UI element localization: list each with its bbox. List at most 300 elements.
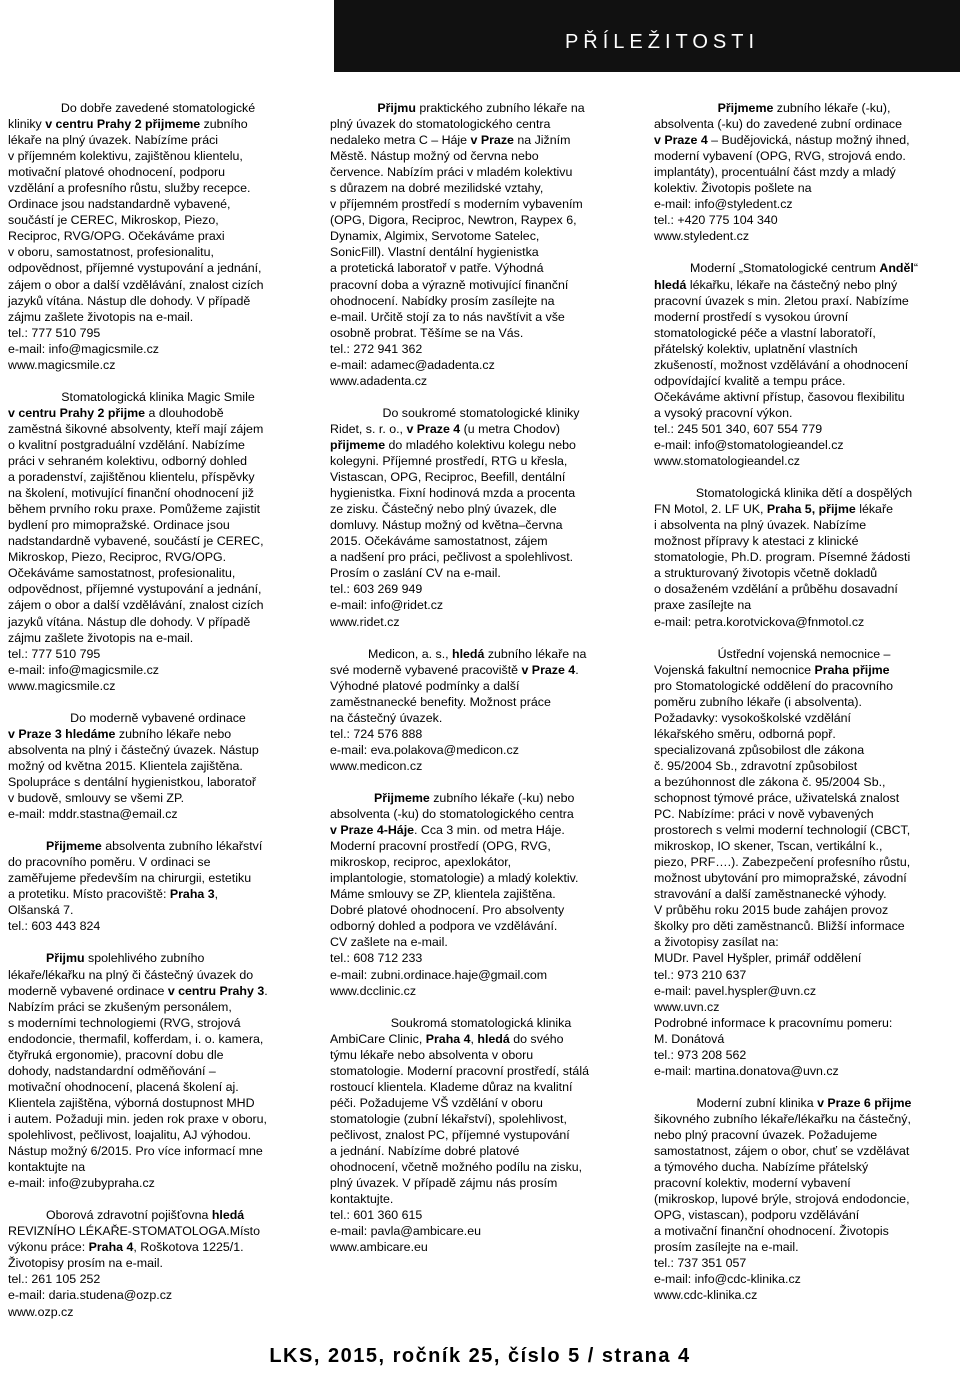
ad-line (654, 180, 954, 196)
ad-line (330, 934, 632, 950)
ad-text: e-mail: pavel.hyspler@uvn.cz (654, 983, 817, 998)
ad-text: www.medicon.cz (330, 758, 423, 773)
ad-text: jazyků vítána. Nástup dle dohody. V případě (8, 614, 251, 629)
ad-line (330, 758, 632, 774)
ad-line (654, 405, 954, 421)
ad-line (8, 1127, 308, 1143)
ad-text: zubního lékaře (-ku), (773, 101, 891, 115)
ad-line (654, 967, 954, 983)
ad-text: šikovného zubního lékaře/lékařku na částečný, (654, 1111, 911, 1126)
ad-line (654, 341, 954, 357)
ad-text: e-mail: zubni.ordinace.haje@gmail.com (330, 967, 548, 982)
ad-line (330, 116, 632, 132)
ad-line (330, 902, 632, 918)
ad-text: kontaktujte na (8, 1160, 86, 1175)
ad-line (330, 822, 632, 838)
ad-line (330, 437, 632, 453)
ad-text-bold: hledá (211, 1208, 245, 1223)
ad-line (654, 1255, 954, 1271)
ad-text: a motivační finanční ohodnocení. Životopis (654, 1224, 889, 1239)
ad-line (330, 1047, 632, 1063)
ad-text: “ (913, 261, 918, 276)
classified-ad (654, 260, 954, 469)
ad-text: e-mail: adamec@adadenta.cz (330, 357, 495, 372)
ad-text: na částečný úvazek. (330, 710, 443, 725)
ad-text: Podrobné informace k pracovnímu pomeru: (654, 1015, 893, 1030)
ad-line (8, 389, 308, 405)
ad-line (8, 790, 308, 806)
ad-text: tel.: 973 208 562 (654, 1047, 747, 1062)
ad-text: PC. Nabízíme: práci v nově vybavených (654, 807, 874, 822)
ad-line (330, 854, 632, 870)
ad-line (8, 421, 308, 437)
ad-text: zkušeností, možnost vzdělávání a ohodnocení (654, 357, 909, 372)
ad-line (654, 1015, 954, 1031)
ad-text: moderní vybavení (OPG, RVG, strojová endo. (654, 149, 906, 164)
ad-line (8, 742, 308, 758)
ad-text: absolventa (-ku) do stomatologického centra (330, 807, 574, 822)
classified-ad (8, 838, 308, 934)
ad-line (8, 614, 308, 630)
ad-text: do pracovního poměru. V ordinaci se (8, 855, 211, 870)
ad-text: Moderní zubní klinika (696, 1095, 818, 1110)
ad-text: www.adadenta.cz (330, 373, 428, 388)
ad-text: a bezúhonnost dle zákona č. 95/2004 Sb., (654, 774, 886, 789)
ad-line (8, 132, 308, 148)
ad-text: Požadavky: vysokoškolské vzdělání (654, 710, 851, 725)
ad-line (330, 950, 632, 966)
ad-text: . (264, 983, 268, 998)
ad-line (654, 886, 954, 902)
ad-text: e-mail: info@styledent.cz (654, 197, 793, 212)
ad-line (8, 1255, 308, 1271)
ad-text: kliniky (8, 117, 46, 132)
ad-line (654, 902, 954, 918)
ad-text: Do soukromé stomatologické kliniky (382, 405, 580, 420)
ad-text: kolegyni. Příjemné prostředí, RTG u křesla, (330, 454, 568, 469)
ad-line (8, 1111, 308, 1127)
ad-line (330, 1175, 632, 1191)
ad-text-bold: Přijmeme (46, 839, 102, 854)
ad-text: možnost přípravy k atestaci z klinické (654, 534, 859, 549)
ad-line (330, 309, 632, 325)
ad-text-bold: v centru Prahy 3 (167, 983, 265, 998)
ad-text: Olšanská 7. (8, 903, 74, 918)
ad-line (8, 148, 308, 164)
ad-line (8, 630, 308, 646)
ad-line (8, 806, 308, 822)
ad-line (8, 1175, 308, 1191)
ad-text: Vistascan, OPG, Reciproc, Beefill, dentální (330, 470, 566, 485)
ad-line (654, 870, 954, 886)
ad-line (330, 597, 632, 613)
ad-text: rostoucí klientela. Klademe důraz na kvalitní (330, 1079, 573, 1094)
ad-line (654, 1127, 954, 1143)
ad-text-bold: v Praze 4 (406, 421, 461, 436)
ad-text: www.styledent.cz (654, 229, 750, 244)
ad-text: e-mail: martina.donatova@uvn.cz (654, 1063, 839, 1078)
ad-line (654, 726, 954, 742)
ad-line (654, 1223, 954, 1239)
ad-text-bold: Praha 4 (425, 1031, 471, 1046)
ad-line (654, 1111, 954, 1127)
ad-line (8, 983, 308, 999)
column-right (654, 100, 954, 1304)
ad-text: s důrazem na dobré mezilidské vztahy, (330, 181, 544, 196)
ad-text: CV zašlete na e-mail. (330, 935, 448, 950)
ad-text: Očekáváme aktivní přístup, časovou flexibilitu (654, 389, 905, 404)
ad-line (8, 244, 308, 260)
ad-text: o kvalitní postgraduální vzdělání. Nabízíme (8, 437, 245, 452)
ad-line (654, 357, 954, 373)
ad-line (654, 1031, 954, 1047)
ad-text: Dynamix, Algimix, Servotome Satelec, (330, 229, 540, 244)
ad-line (8, 180, 308, 196)
ad-text: zubního lékaře nebo (115, 726, 232, 741)
ad-line (8, 453, 308, 469)
ad-line (654, 1207, 954, 1223)
ad-text: 2015. Očekáváme samostatnost, zájem (330, 534, 548, 549)
classified-ad (8, 950, 308, 1191)
ad-line (654, 373, 954, 389)
ad-text: Městě. Nástup možný od června nebo (330, 149, 539, 164)
ad-text: tel.: 777 510 795 (8, 325, 101, 340)
ad-line (330, 228, 632, 244)
ad-text: tel.: 724 576 888 (330, 726, 423, 741)
ad-line (654, 1063, 954, 1079)
ad-text: poměru zubního lékaře (i absolventa). (654, 694, 863, 709)
ad-text: tel.: 973 210 637 (654, 967, 747, 982)
ad-text: Vojenská fakultní nemocnice (654, 662, 815, 677)
ad-text: zaměstná šikovné absolventy, kteří mají zájem (8, 421, 264, 436)
ad-text: Moderní „Stomatologické centrum (690, 261, 880, 276)
ad-text: absolventa zubního lékařství (101, 839, 263, 854)
ad-line (654, 421, 954, 437)
ad-line (654, 597, 954, 613)
ad-line (654, 614, 954, 630)
ad-text: , (214, 887, 219, 902)
ad-line (330, 678, 632, 694)
ad-text: července. Nabízím práci v mladém kolektivu (330, 165, 573, 180)
ad-text: odpovědnost, příjemné vystupování a jednání, (8, 582, 262, 597)
ad-text: plný úvazek. V případě zájmu nás prosím (330, 1176, 558, 1191)
ad-text-bold: v Praze 3 hledáme (8, 726, 116, 741)
ad-line (8, 918, 308, 934)
ad-line (8, 838, 308, 854)
ad-text: zájem o obor a další vzdělávání, znalost cizích (8, 598, 264, 613)
ad-line (654, 501, 954, 517)
ad-text: REVIZNÍHO LÉKAŘE-STOMATOLOGA. (8, 1224, 230, 1239)
ad-text: pracovní úvazek s min. 2letou praxí. Nabízíme (654, 293, 909, 308)
ad-text: Místo (229, 1224, 260, 1239)
ad-line (330, 662, 632, 678)
ad-text: během prvního roku praxe. Pomůžeme zajistit (8, 502, 261, 517)
ad-text: www.dcclinic.cz (330, 983, 417, 998)
ad-text: zubního lékaře (-ku) nebo (429, 791, 575, 806)
ad-text: Máme smlouvy se ZP, klientela zajištěna. (330, 887, 556, 902)
ad-text: praktického zubního lékaře na (415, 101, 585, 115)
ad-text-bold: Praha 5, přijme (766, 502, 856, 517)
ad-text: e-mail: petra.korotvickova@fnmotol.cz (654, 614, 865, 629)
ad-line (8, 758, 308, 774)
ad-line (654, 1239, 954, 1255)
header-banner (334, 0, 960, 72)
ad-line (330, 710, 632, 726)
ad-line (8, 581, 308, 597)
ad-line (330, 1111, 632, 1127)
ad-text: a poradenství, zajištěnou klientelu, příspěvky (8, 470, 255, 485)
ad-line (654, 694, 954, 710)
ad-line (654, 437, 954, 453)
ad-text: zájem o obor a další vzdělávání, znalost cizích (8, 277, 264, 292)
ad-line (330, 148, 632, 164)
ad-line (330, 421, 632, 437)
ad-text-bold: v centru Prahy 2 přijme (8, 405, 146, 420)
ad-text: tel.: 603 269 949 (330, 582, 423, 597)
ad-text: OPG, vistascan), podporu vzdělávání (654, 1208, 860, 1223)
ad-line (330, 742, 632, 758)
ad-text: tel.: 608 712 233 (330, 951, 423, 966)
ad-text: (OPG, Digora, Reciproc, Newtron, Raypex 6, (330, 213, 577, 228)
ad-text-bold: Anděl (879, 261, 914, 276)
ad-text: www.ambicare.eu (330, 1240, 428, 1255)
ad-text: – Budějovická, nástup možný ihned, (707, 133, 910, 148)
ad-line (8, 678, 308, 694)
ad-text: součástí je CEREC, Mikroskop, Piezo, (8, 213, 219, 228)
ad-text: Dobré platové ohodnocení. Pro absolventy (330, 903, 565, 918)
classified-ad (8, 389, 308, 694)
ad-line (330, 212, 632, 228)
ad-line (654, 325, 954, 341)
ad-text: AmbiCare Clinic, (330, 1031, 426, 1046)
ad-line (654, 854, 954, 870)
ad-text: odpovídající kvalitě a tempu práce. (654, 373, 846, 388)
ad-text: a nadšení pro práci, pečlivost a spolehlivost. (330, 550, 574, 565)
ad-line (330, 244, 632, 260)
ad-text: stravování a další zaměstnanecké výhody. (654, 887, 887, 902)
ad-line (330, 838, 632, 854)
ad-line (330, 196, 632, 212)
ad-text: absolventa na plný i částečný úvazek. Nástup (8, 742, 259, 757)
ad-line (8, 228, 308, 244)
ad-text: Oborová zdravotní pojišťovna (46, 1208, 212, 1223)
ad-line (330, 1143, 632, 1159)
ad-text: tel.: 261 105 252 (8, 1272, 101, 1287)
ad-line (8, 1095, 308, 1111)
ad-text-bold: v Praze 6 přijme (817, 1095, 912, 1110)
ad-line (330, 1239, 632, 1255)
ad-text: www.uvn.cz (654, 999, 720, 1014)
ad-line (654, 581, 954, 597)
ad-text: tel.: 245 501 340, 607 554 779 (654, 421, 823, 436)
ad-line (330, 533, 632, 549)
ad-line (654, 148, 954, 164)
ad-text: stomatologie (zubní lékařství), spolehlivost, (330, 1111, 567, 1126)
ad-line (330, 100, 632, 116)
ad-line (330, 341, 632, 357)
ad-line (654, 822, 954, 838)
ad-line (330, 260, 632, 276)
ad-text: Stomatologická klinika dětí a dospělých (695, 486, 913, 501)
page-footer: LKS, 2015, ročník 25, číslo 5 / strana 4 (269, 1345, 691, 1367)
ad-text: motivační ohodnocení, placená školení aj. (8, 1079, 239, 1094)
ad-line (654, 838, 954, 854)
ad-text: dohody, nadstandardní odměňování – (8, 1063, 216, 1078)
ad-text: lékařského směru, odborná popř. (654, 726, 836, 741)
ad-line (8, 260, 308, 276)
ad-line (654, 1175, 954, 1191)
ad-line (8, 549, 308, 565)
ad-line (654, 228, 954, 244)
ad-text: ohodnocení, včetně možného podílu na zisku, (330, 1160, 583, 1175)
ad-text: www.ridet.cz (330, 614, 400, 629)
ad-line (330, 646, 632, 662)
ad-text: Spolupráce s dentální hygienistkou, laboratoř (8, 774, 256, 789)
ad-text: zaměřujeme především na chirurgii, estetiku (8, 871, 252, 886)
ad-line (654, 517, 954, 533)
ad-text: Prosím o zaslání CV na e-mail. (330, 566, 501, 581)
ad-text: domluvy. Nástup možný od května–června (330, 518, 563, 533)
ad-text: zaměstnanecké benefity. Možnost práce (330, 694, 551, 709)
ad-line (8, 1287, 308, 1303)
ad-text: a dlouhodobě (145, 405, 224, 420)
ad-line (654, 806, 954, 822)
classified-ad (330, 790, 632, 999)
ad-text: e-mail: info@magicsmile.cz (8, 341, 159, 356)
ad-text: vzdělání a profesního růstu, služby recepce. (8, 181, 251, 196)
ad-line (330, 485, 632, 501)
ad-line (8, 309, 308, 325)
ad-line (8, 774, 308, 790)
ad-text: absolventa (-ku) do zavedené zubní ordinace (654, 117, 902, 132)
ad-text: implantologie, stomatologie) a mladý kolektiv. (330, 871, 579, 886)
ad-text: své moderně vybavené pracoviště (330, 662, 522, 677)
ad-text-bold: přijmeme (330, 437, 386, 452)
ad-text: bydlení pro mimopražské. Ordinace jsou (8, 518, 230, 533)
ad-text: na školení, motivující finanční ohodnocení již (8, 486, 254, 501)
ad-line (654, 196, 954, 212)
ad-line (654, 774, 954, 790)
ad-text: M. Donátová (654, 1031, 725, 1046)
ad-line (330, 132, 632, 148)
ad-line (8, 710, 308, 726)
ad-text: e-mail. Určitě stojí za to nás navštívit a vše (330, 309, 565, 324)
ad-line (8, 405, 308, 421)
ad-line (654, 1095, 954, 1111)
ad-text: Soukromá stomatologická klinika (390, 1015, 572, 1030)
ad-line (8, 100, 308, 116)
ad-line (330, 581, 632, 597)
ad-line (8, 1159, 308, 1175)
ad-text: stomatologické péče a vlastní laboratoří, (654, 325, 876, 340)
ad-line (8, 116, 308, 132)
classified-ad (330, 646, 632, 774)
ad-text-bold: Praha 4 (88, 1240, 134, 1255)
ad-text-bold: Přijmeme (717, 101, 774, 115)
ad-line (654, 293, 954, 309)
ad-text: . (575, 662, 579, 677)
ad-text: schopnost týmové práce, uživatelská znalost (654, 791, 900, 806)
ad-text: práci v sehraném kolektivu, odborný dohled (8, 454, 247, 469)
ad-text: odborný dohled a podpora ve vzdělávání. (330, 919, 558, 934)
ad-line (330, 967, 632, 983)
ad-line (654, 309, 954, 325)
ad-text: a vysoký pracovní výkon. (654, 405, 793, 420)
ad-text: praxe zasílejte na (654, 598, 752, 613)
ad-line (330, 726, 632, 742)
ad-text: pro Stomatologické oddělení do pracovního (654, 678, 894, 693)
classified-ad (654, 646, 954, 1079)
ad-line (8, 565, 308, 581)
ad-line (654, 549, 954, 565)
ad-line (8, 212, 308, 228)
ad-line (654, 646, 954, 662)
ad-line (654, 742, 954, 758)
ad-text: a týmového ducha. Nabízíme přátelský (654, 1160, 869, 1175)
ad-text: a životopisy zasílat na: (654, 935, 779, 950)
ad-text-bold: hledá (452, 646, 485, 661)
ad-line (654, 950, 954, 966)
ad-text-bold: Praha přijme (814, 662, 890, 677)
ad-line (654, 212, 954, 228)
ad-text: lékaře (855, 502, 893, 517)
ad-text: Moderní pracovní prostředí (OPG, RVG, (330, 839, 551, 854)
ad-text: tel.: +420 775 104 340 (654, 213, 778, 228)
ad-line (654, 277, 954, 293)
ad-text: FN Motol, 2. LF UK, (654, 502, 767, 517)
ad-text: spolehlivého zubního (84, 951, 205, 966)
ad-line (654, 710, 954, 726)
ad-line (8, 277, 308, 293)
ad-line (330, 565, 632, 581)
ad-text: možný od května 2015. Klientela zajištěna. (8, 758, 243, 773)
ad-line (330, 293, 632, 309)
ad-text: lékařku, lékaře na částečný nebo plný (686, 277, 898, 292)
ad-text: odpovědnost, příjemné vystupování a jednání, (8, 261, 262, 276)
ad-line (330, 918, 632, 934)
ad-line (8, 967, 308, 983)
ad-line (8, 1223, 308, 1239)
ad-line (654, 164, 954, 180)
ad-text: moderní prostředí s vysokou úrovní (654, 309, 849, 324)
ad-text: jazyků vítána. Nástup dle dohody. V případě (8, 293, 251, 308)
ad-line (8, 1063, 308, 1079)
column-left (8, 100, 308, 1320)
classified-ad (330, 100, 632, 389)
ad-text: (mikroskop, lupové brýle, strojová endodoncie, (654, 1192, 910, 1207)
ad-line (8, 597, 308, 613)
ad-text: Reciproc, RVG/OPG. Očekáváme praxi (8, 229, 225, 244)
ad-text: pečlivost, znalost PC, příjemné vystupování (330, 1128, 570, 1142)
ad-line (8, 164, 308, 180)
ad-text: www.magicsmile.cz (8, 678, 116, 693)
ad-line (654, 389, 954, 405)
ad-line (8, 1207, 308, 1223)
classified-ad (8, 1207, 308, 1319)
ad-text: lékaře na plný úvazek. Nabízíme práci (8, 133, 219, 148)
ad-line (330, 517, 632, 533)
ad-line (330, 1079, 632, 1095)
ad-text-bold: Praha 3 (169, 887, 215, 902)
ad-line (330, 1207, 632, 1223)
ad-text: . Cca 3 min. od metra Háje. (414, 823, 565, 838)
ad-line (654, 533, 954, 549)
classified-ad (8, 100, 308, 373)
ad-text: péči. Požadujeme VŠ vzdělání v oboru (330, 1095, 543, 1110)
ad-text: zájmu zašlete životopis na e-mail. (8, 630, 194, 645)
ad-line (654, 983, 954, 999)
ad-text: Klientela zajištěna, výborná dostupnost MHD (8, 1095, 255, 1110)
